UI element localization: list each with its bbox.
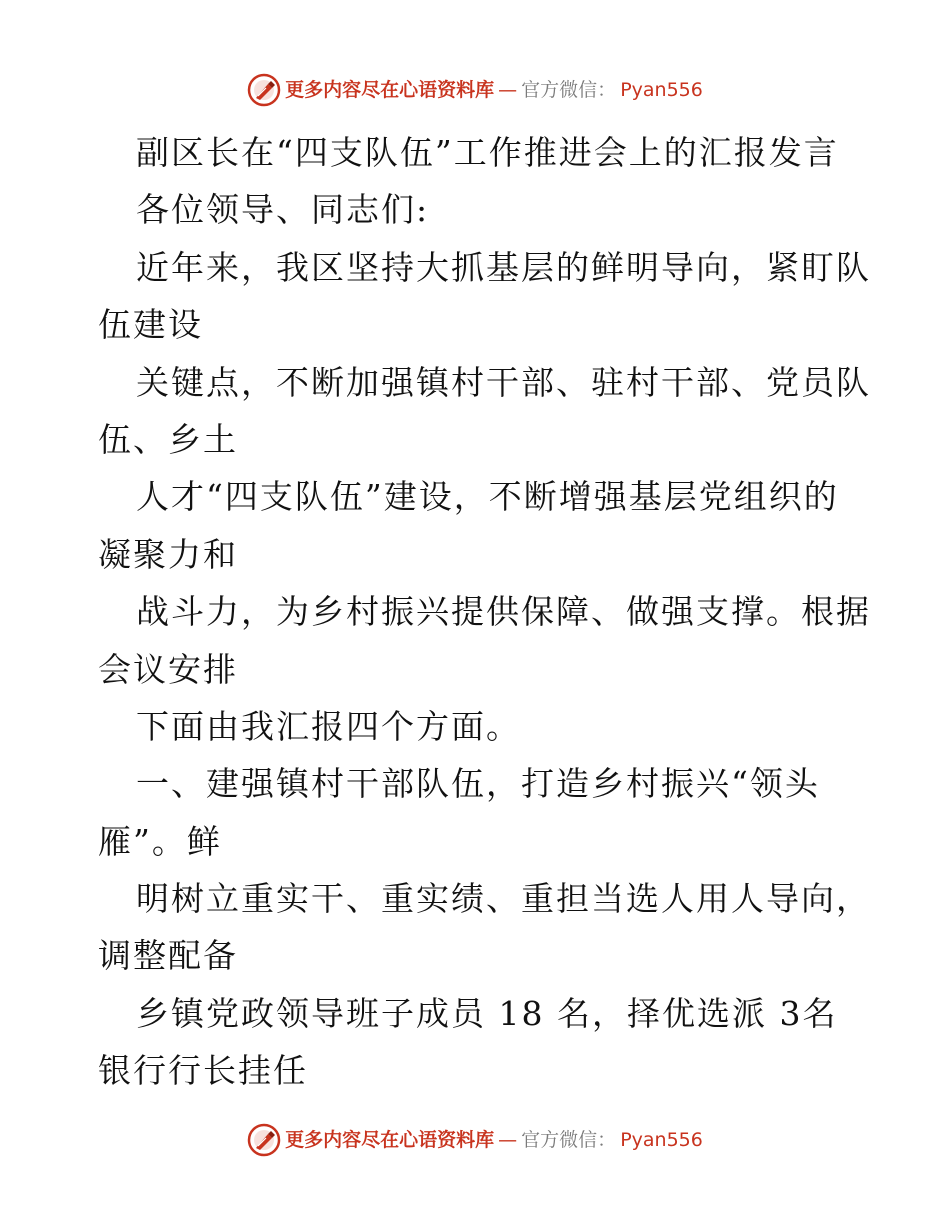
paragraph-line: 乡镇党政领导班子成员 18 名，择优选派 3名 xyxy=(136,993,838,1033)
paragraph-line: 会议安排 xyxy=(98,649,238,689)
paragraph-line: 战斗力，为乡村振兴提供保障、做强支撑。根据 xyxy=(136,592,871,632)
section-heading: 一、建强镇村干部队伍，打造乡村振兴“领头 xyxy=(136,764,820,804)
pen-nib-logo-icon xyxy=(247,73,281,107)
paragraph-line: 人才“四支队伍”建设，不断增强基层党组织的 xyxy=(136,477,839,517)
watermark-site-text: 更多内容尽在心语资料库 xyxy=(285,78,495,101)
paragraph-line: 雁”。鲜 xyxy=(98,821,222,861)
watermark-dash: — xyxy=(498,1128,518,1151)
paragraph-line: 银行行长挂任 xyxy=(98,1051,308,1091)
paragraph-line: 伍建设 xyxy=(98,305,203,345)
paragraph-line: 近年来，我区坚持大抓基层的鲜明导向，紧盯队 xyxy=(136,247,871,287)
watermark-wechat-id: Pyan556 xyxy=(620,1128,703,1151)
paragraph-line: 凝聚力和 xyxy=(98,534,238,574)
watermark-site-text: 更多内容尽在心语资料库 xyxy=(285,1128,495,1151)
paragraph-line: 下面由我汇报四个方面。 xyxy=(136,706,521,746)
footer-watermark xyxy=(0,1120,950,1160)
paragraph-line: 伍、乡土 xyxy=(98,419,238,459)
paragraph-line: 明树立重实干、重实绩、重担当选人用人导向， xyxy=(136,879,871,919)
watermark-wechat-id: Pyan556 xyxy=(620,78,703,101)
salutation: 各位领导、同志们: xyxy=(136,190,430,230)
header-watermark xyxy=(0,70,950,110)
document-body xyxy=(98,124,871,1100)
pen-nib-logo-icon xyxy=(247,1123,281,1157)
document-title: 副区长在“四支队伍”工作推进会上的汇报发言 xyxy=(136,133,839,172)
watermark-official-label: 官方微信： xyxy=(521,78,617,101)
paragraph-line: 调整配备 xyxy=(98,936,238,976)
paragraph-line: 关键点，不断加强镇村干部、驻村干部、党员队 xyxy=(136,362,871,402)
watermark-dash: — xyxy=(498,78,518,101)
watermark-official-label: 官方微信： xyxy=(521,1128,617,1151)
